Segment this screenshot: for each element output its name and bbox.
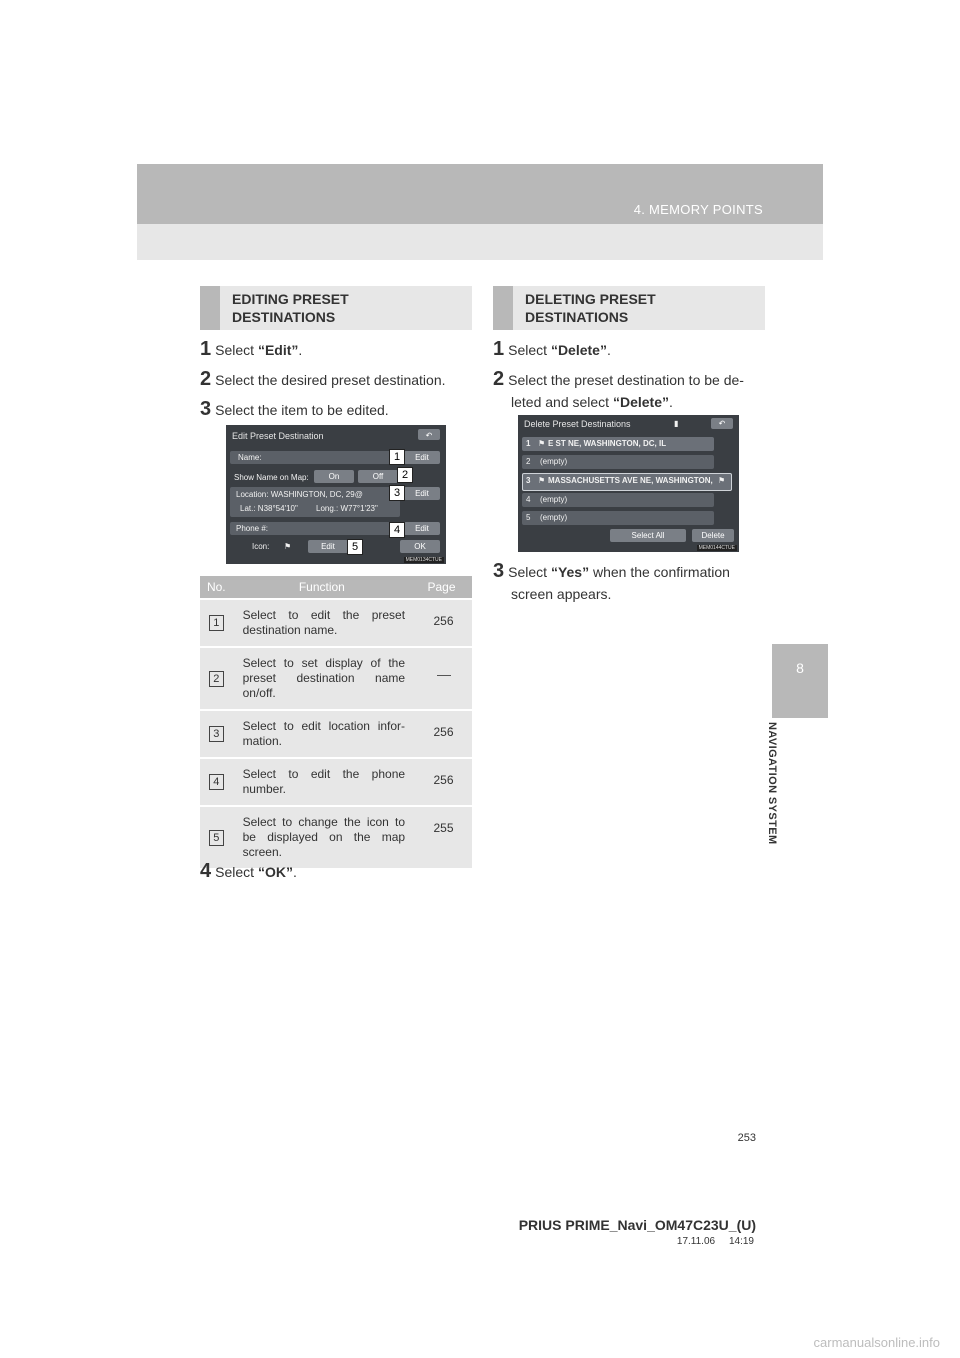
- heading-line-2: DESTINATIONS: [232, 309, 336, 325]
- chapter-title: NAVIGATION SYSTEM: [766, 722, 778, 845]
- heading-line-2: DESTINATIONS: [525, 309, 629, 325]
- watermark: carmanualsonline.info: [813, 1335, 940, 1350]
- delete-preset-screenshot: [518, 415, 739, 552]
- step-text: Select: [215, 864, 258, 880]
- step-number: 2: [493, 368, 505, 390]
- row-function: Select to change the icon to be displayed on the map screen.: [233, 806, 411, 868]
- row-number-cell: [200, 647, 233, 710]
- list-item-text: (empty): [540, 513, 568, 522]
- table-row: [200, 647, 472, 710]
- chapter-title-vertical: [758, 722, 798, 867]
- step-number: 1: [200, 338, 212, 360]
- back-icon: ↶: [711, 418, 733, 429]
- show-name-label: Show Name on Map:: [234, 473, 309, 482]
- step-text: Select the preset destination to be de-: [508, 372, 744, 388]
- step-number: 3: [200, 398, 212, 420]
- row-function: Select to edit the phone number.: [233, 758, 411, 806]
- delete-step-3: [493, 560, 765, 605]
- row-number-cell: [200, 758, 233, 806]
- callout-4: 4: [389, 522, 405, 538]
- step-number: 2: [200, 368, 212, 390]
- step-2: [200, 368, 446, 391]
- row-function: Select to edit location infor-mation.: [233, 710, 411, 758]
- heading-line-1: EDITING PRESET: [232, 291, 349, 307]
- step-punct: .: [298, 342, 303, 358]
- edit-name-button: Edit: [404, 451, 440, 464]
- icon-label: Icon:: [252, 542, 270, 551]
- step-keyword: “Delete”: [550, 342, 607, 358]
- callout-1: 1: [389, 449, 405, 465]
- step-text-cont: screen appears.: [511, 586, 612, 602]
- table-row: [200, 599, 472, 647]
- editing-heading: [200, 286, 472, 330]
- heading-text: [525, 290, 656, 326]
- step-1: [200, 338, 302, 361]
- table-row: [200, 710, 472, 758]
- on-button: On: [314, 470, 354, 483]
- callout-3: 3: [389, 485, 405, 501]
- flag-icon: ⚑: [284, 542, 292, 551]
- back-icon: ↶: [418, 429, 440, 440]
- row-page: 256: [411, 710, 472, 758]
- callout-5: 5: [347, 539, 363, 555]
- table-row: [200, 806, 472, 868]
- ok-button: OK: [400, 540, 440, 553]
- flag-icon: ⚑: [538, 439, 546, 448]
- row-page: 256: [411, 599, 472, 647]
- col-function: Function: [233, 576, 411, 599]
- row-number: 1: [209, 615, 224, 631]
- edit-location-button: Edit: [404, 487, 440, 500]
- step-text: Select: [508, 342, 551, 358]
- row-function: Select to set display of the preset destination name on/off.: [233, 647, 411, 710]
- step-punct: .: [292, 864, 297, 880]
- page-number: 253: [737, 1132, 756, 1144]
- callout-2: 2: [397, 467, 413, 483]
- step-keyword: “Yes”: [550, 564, 590, 580]
- step-punct: .: [606, 342, 611, 358]
- delete-button: Delete: [692, 529, 734, 542]
- row-page: 255: [411, 806, 472, 868]
- row-function: Select to edit the preset destination name.: [233, 599, 411, 647]
- chapter-tab: [772, 644, 828, 718]
- step-3: [200, 398, 389, 421]
- edit-phone-button: Edit: [404, 522, 440, 535]
- step-text: Select: [508, 564, 551, 580]
- page-indicator-icon: ▮: [674, 419, 679, 428]
- longitude-label: Long.: W77°1'23": [316, 504, 378, 513]
- row-number: 3: [209, 726, 224, 742]
- list-item-number: 2: [526, 457, 531, 466]
- deleting-heading: [493, 286, 765, 330]
- list-item-number: 5: [526, 513, 531, 522]
- dash-icon: [437, 675, 451, 676]
- heading-bar: [493, 286, 513, 330]
- screen-title: Delete Preset Destinations: [524, 419, 631, 429]
- flag-icon: ⚑: [718, 476, 726, 485]
- edit-icon-button: Edit: [308, 540, 348, 553]
- delete-step-1: [493, 338, 611, 361]
- function-table: [200, 576, 472, 868]
- list-item-text: (empty): [540, 495, 568, 504]
- phone-label: Phone #:: [236, 524, 269, 533]
- step-number: 4: [200, 860, 212, 882]
- latitude-label: Lat.: N38°54'10": [240, 504, 298, 513]
- list-item-number: 4: [526, 495, 531, 504]
- select-all-button: Select All: [610, 529, 686, 542]
- step-text-cont: leted and select: [511, 394, 613, 410]
- heading-bar: [200, 286, 220, 330]
- heading-text: [232, 290, 349, 326]
- row-number-cell: [200, 710, 233, 758]
- step-text: Select the desired preset destination.: [215, 372, 446, 388]
- edit-preset-screenshot: [226, 425, 446, 564]
- row-number: 2: [209, 671, 224, 687]
- step-text: when the confirmation: [589, 564, 730, 580]
- step-keyword: “Edit”: [257, 342, 299, 358]
- step-keyword: “Delete”: [612, 394, 669, 410]
- row-number-cell: [200, 599, 233, 647]
- step-4: [200, 860, 297, 883]
- list-item-text: (empty): [540, 457, 568, 466]
- document-timestamp: 17.11.06 14:19: [676, 1236, 754, 1247]
- location-label: Location: WASHINGTON, DC, 29@: [236, 490, 363, 499]
- list-item-text: MASSACHUSETTS AVE NE, WASHINGTON,: [548, 476, 713, 485]
- chapter-number: 8: [796, 660, 804, 676]
- heading-line-1: DELETING PRESET: [525, 291, 656, 307]
- image-code: MEM0144CTUE: [698, 545, 735, 551]
- row-page-dash: [411, 647, 472, 710]
- step-text: Select: [215, 342, 258, 358]
- table-row: [200, 758, 472, 806]
- header-subband: [137, 224, 823, 260]
- step-text: Select the item to be edited.: [215, 402, 389, 418]
- step-keyword: “OK”: [257, 864, 293, 880]
- step-punct: .: [669, 394, 673, 410]
- list-item-number: 1: [526, 439, 531, 448]
- col-no: No.: [200, 576, 233, 599]
- list-item-text: E ST NE, WASHINGTON, DC, IL: [548, 439, 667, 448]
- row-number-cell: [200, 806, 233, 868]
- delete-step-2: [493, 368, 765, 413]
- section-title: 4. MEMORY POINTS: [633, 202, 763, 217]
- image-code: MEM0134CTUE: [405, 557, 442, 563]
- step-number: 3: [493, 560, 505, 582]
- off-button: Off: [358, 470, 398, 483]
- screen-title: Edit Preset Destination: [232, 431, 324, 441]
- flag-icon: ⚑: [538, 476, 546, 485]
- list-item-number: 3: [526, 476, 531, 485]
- step-number: 1: [493, 338, 505, 360]
- row-page: 256: [411, 758, 472, 806]
- table-header-row: [200, 576, 472, 599]
- col-page: Page: [411, 576, 472, 599]
- document-name: PRIUS PRIME_Navi_OM47C23U_(U): [518, 1217, 756, 1233]
- row-number: 4: [209, 774, 224, 790]
- name-label: Name:: [238, 453, 262, 462]
- row-number: 5: [209, 830, 224, 846]
